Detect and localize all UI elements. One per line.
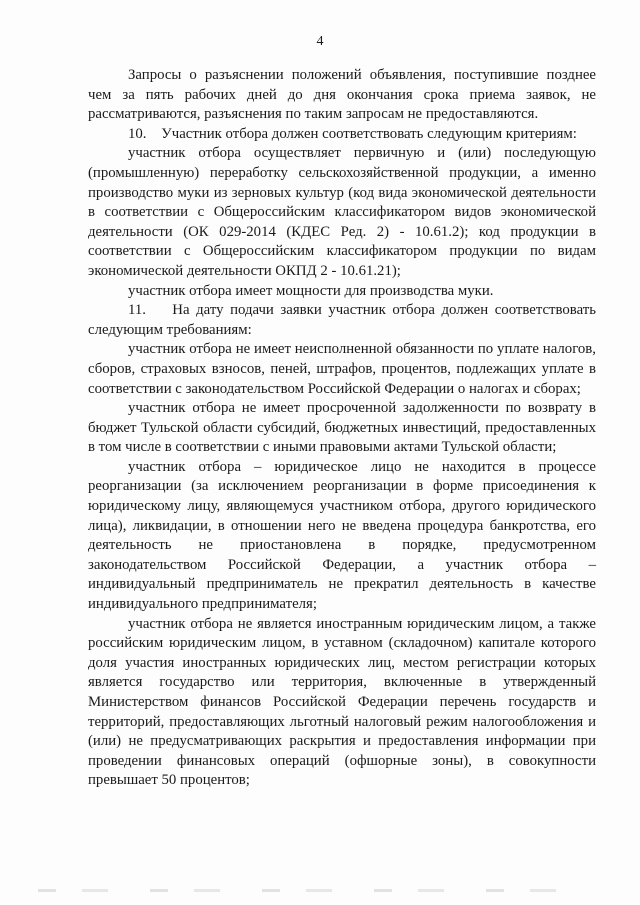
paragraph-criteria-capacity: участник отбора имеет мощности для производства муки.: [128, 282, 494, 299]
document-body: [88, 66, 596, 791]
paragraph-criteria-processing: участник отбора осуществляет первичную и (или) последующую (промышленную) переработку сельскохозяйственной продукции, а именно производство муки из зерновых культур (код вида экономической деятельности в соответствии с Общероссийским классификатором видов экономической деятельности (ОК 029-2014 (КДЕС Ред. 2) - 10.61.2); код продукции в соответствии с Общероссийским классификатором продукции по видам экономической деятельности ОКПД 2 - 10.61.21);: [88, 145, 596, 279]
paragraph-requirement-debt: участник отбора не имеет просроченной задолженности по возврату в бюджет Тульской области субсидий, бюджетных инвестиций, предоставленных в том числе в соответствии с иными правовыми актами Тульской области;: [88, 400, 596, 456]
paragraph-requirement-reorganization: участник отбора – юридическое лицо не находится в процессе реорганизации (за исключением реорганизации в форме присоединения к юридическому лицу, являющемуся участником отбора, другого юридического лица), ликвидации, в отношении него не введена процедура банкротства, его деятельность не приостановлена в порядке, предусмотренном законодательством Российской Федерации, а участник отбора – индивидуальный предприниматель не прекратил деятельность в качестве индивидуального предпринимателя;: [88, 458, 596, 613]
paragraph-clarification-requests: Запросы о разъяснении положений объявления, поступившие позднее чем за пять рабочих дней до дня окончания срока приема заявок, не рассматриваются, разъяснения по таким запросам не предоставляются.: [88, 67, 596, 123]
page-number: 4: [316, 34, 324, 49]
paragraph-requirement-taxes: участник отбора не имеет неисполненной обязанности по уплате налогов, сборов, страховых взносов, пеней, штрафов, процентов, подлежащих уплате в соответствии с законодательством Российской Федерации о налогах и сборах;: [88, 341, 596, 397]
paragraph-requirement-foreign-entity: участник отбора не является иностранным юридическим лицом, а также российским юридическим лицом, в уставном (складочном) капитале которого доля участия иностранных юридических лиц, местом регистрации которых является государство или территория, включенные в утвержденный Министерством финансов Российской Федерации перечень государств и территорий, предоставляющих льготный налоговый режим налогообложения и (или) не предусматривающих раскрытия и предоставления информации при проведении финансовых операций (офшорные зоны), в совокупности превышает 50 процентов;: [88, 615, 596, 789]
scan-artifact-line: [38, 889, 598, 892]
paragraph-item-11: 11. На дату подачи заявки участник отбора должен соответствовать следующим требованиям:: [88, 302, 596, 338]
paragraph-item-10: 10. Участник отбора должен соответствовать следующим критериям:: [128, 125, 577, 142]
